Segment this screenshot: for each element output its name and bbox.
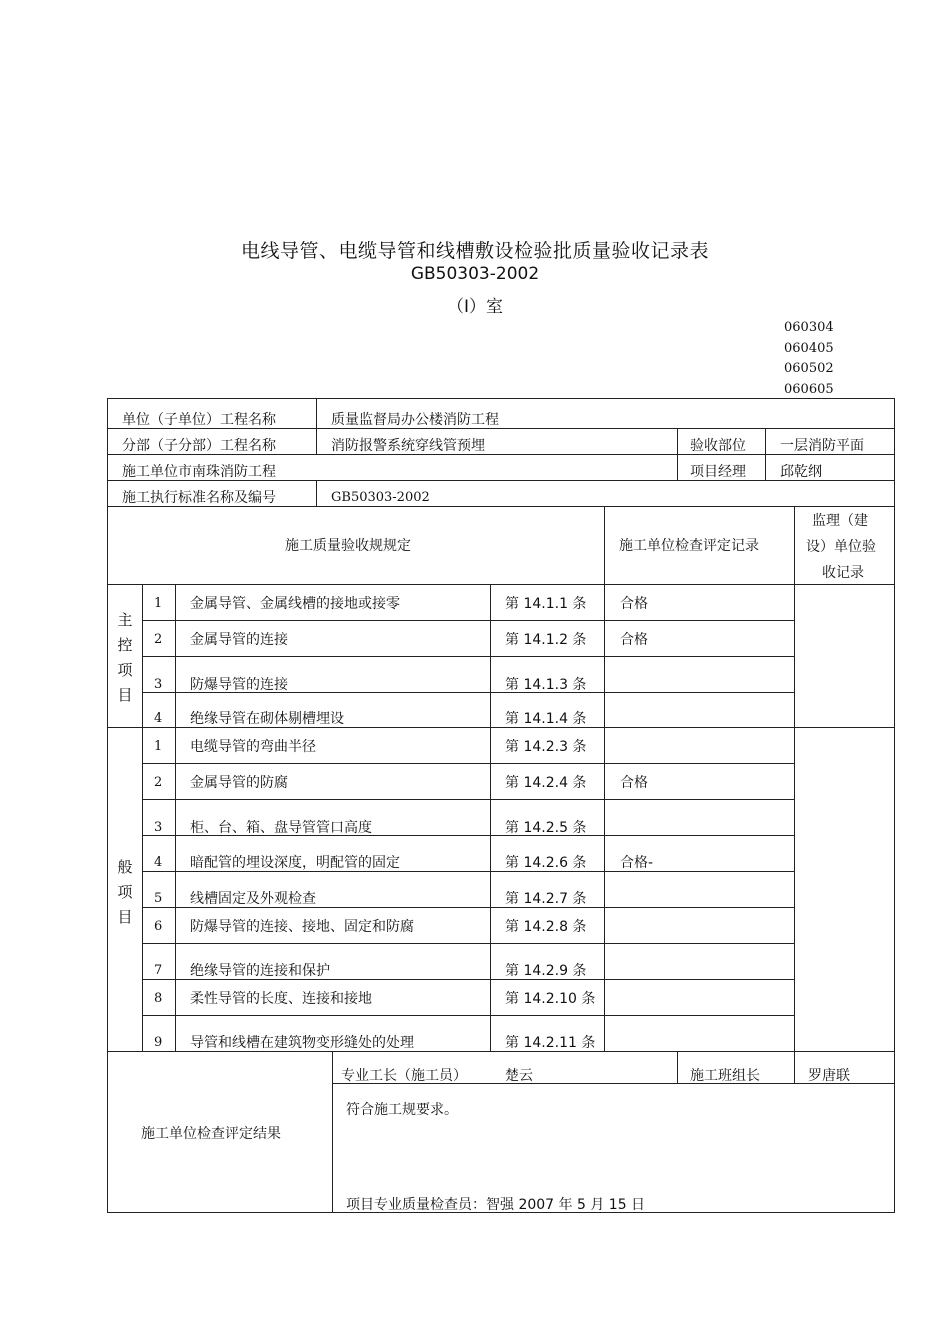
item-name: 金属导管的防腐 bbox=[190, 775, 288, 791]
item-number: 1 bbox=[154, 596, 163, 611]
item-result: 合格 bbox=[620, 596, 648, 612]
item-name: 暗配管的埋设深度，明配管的固定 bbox=[190, 855, 400, 871]
accept-part-value: 一层消防平面 bbox=[780, 438, 864, 454]
item-number: 6 bbox=[154, 919, 163, 934]
batch-code: 060605 bbox=[784, 381, 834, 397]
item-number: 1 bbox=[154, 739, 163, 754]
item-clause: 第 14.1.4 条 bbox=[505, 711, 587, 727]
item-clause: 第 14.1.3 条 bbox=[505, 677, 587, 693]
item-name: 金属导管、金属线槽的接地或接零 bbox=[190, 596, 400, 612]
item-result: 合格 bbox=[620, 632, 648, 648]
item-clause: 第 14.2.5 条 bbox=[505, 820, 587, 836]
item-number: 5 bbox=[154, 891, 163, 906]
check-column-header: 施工单位检查评定记录 bbox=[619, 538, 759, 554]
item-name: 绝缘导管在砌体剔槽埋设 bbox=[190, 711, 344, 727]
item-name: 金属导管的连接 bbox=[190, 632, 288, 648]
batch-codes bbox=[784, 318, 834, 400]
std-value: GB50303-2002 bbox=[331, 490, 430, 505]
item-name: 柜、台、箱、盘导管管口高度 bbox=[190, 820, 372, 836]
unit-value: 质量监督局办公楼消防工程 bbox=[331, 412, 499, 428]
item-clause: 第 14.2.11 条 bbox=[505, 1035, 596, 1051]
item-clause: 第 14.2.8 条 bbox=[505, 919, 587, 935]
unit-label: 单位（子单位）工程名称 bbox=[122, 412, 276, 428]
item-number: 7 bbox=[154, 963, 163, 978]
subunit-label: 分部（子分部）工程名称 bbox=[122, 438, 276, 454]
result-section-label: 施工单位检查评定结果 bbox=[141, 1126, 281, 1142]
item-number: 3 bbox=[154, 677, 163, 692]
item-number: 9 bbox=[154, 1035, 163, 1050]
team-leader-value: 罗唐联 bbox=[808, 1068, 850, 1084]
foreman-value: 楚云 bbox=[505, 1068, 533, 1084]
team-leader-label: 施工班组长 bbox=[690, 1068, 760, 1084]
item-number: 8 bbox=[154, 991, 163, 1006]
form-title: 电线导管、电缆导管和线槽敷设检验批质量验收记录表 bbox=[240, 240, 709, 262]
supervision-header-line2: 设）单位验 bbox=[806, 539, 876, 555]
item-name: 柔性导管的长度、连接和接地 bbox=[190, 991, 372, 1007]
item-clause: 第 14.1.1 条 bbox=[505, 596, 587, 612]
item-result: 合格- bbox=[620, 855, 654, 871]
item-clause: 第 14.1.2 条 bbox=[505, 632, 587, 648]
item-clause: 第 14.2.7 条 bbox=[505, 891, 587, 907]
item-number: 4 bbox=[154, 855, 163, 870]
main-group-label: 主 控 项 目 bbox=[117, 611, 133, 704]
batch-code: 060304 bbox=[784, 320, 834, 335]
pm-value: 邱乾纲 bbox=[780, 464, 822, 480]
item-name: 防爆导管的连接 bbox=[190, 677, 288, 693]
supervision-header-line1: 监理（建 bbox=[812, 513, 868, 529]
item-name: 线槽固定及外观检查 bbox=[190, 891, 316, 907]
item-result: 合格 bbox=[620, 775, 648, 791]
item-clause: 第 14.2.6 条 bbox=[505, 855, 587, 871]
batch-code: 060405 bbox=[784, 340, 834, 356]
batch-code: 060502 bbox=[784, 361, 834, 376]
inspector-signature: 项目专业质量检查员：智强 2007 年 5 月 15 日 bbox=[346, 1197, 646, 1213]
general-group-label: 般 项 目 bbox=[117, 858, 133, 926]
item-name: 防爆导管的连接、接地、固定和防腐 bbox=[190, 919, 414, 935]
std-label: 施工执行标准名称及编号 bbox=[122, 490, 276, 506]
accept-part-label: 验收部位 bbox=[690, 438, 746, 454]
item-clause: 第 14.2.10 条 bbox=[505, 991, 596, 1007]
supervision-header-line3: 收记录 bbox=[822, 565, 864, 581]
item-number: 2 bbox=[154, 632, 163, 647]
item-number: 2 bbox=[154, 775, 163, 790]
pm-label: 项目经理 bbox=[690, 464, 746, 480]
spec-column-header: 施工质量验收规规定 bbox=[285, 538, 411, 554]
subunit-value: 消防报警系统穿线管预埋 bbox=[331, 438, 485, 454]
foreman-label: 专业工长（施工员） bbox=[341, 1068, 467, 1084]
item-clause: 第 14.2.4 条 bbox=[505, 775, 587, 791]
standard-code: GB50303-2002 bbox=[410, 264, 540, 284]
item-name: 电缆导管的弯曲半径 bbox=[190, 739, 316, 755]
item-name: 导管和线槽在建筑物变形缝处的处理 bbox=[190, 1035, 414, 1051]
conclusion-text: 符合施工规要求。 bbox=[346, 1102, 458, 1118]
item-clause: 第 14.2.3 条 bbox=[505, 739, 587, 755]
item-number: 4 bbox=[154, 711, 163, 726]
item-number: 3 bbox=[154, 820, 163, 835]
room-label: （I）室 bbox=[446, 297, 503, 317]
item-name: 绝缘导管的连接和保护 bbox=[190, 963, 330, 979]
item-clause: 第 14.2.9 条 bbox=[505, 963, 587, 979]
contractor-name: 施工单位市南珠消防工程 bbox=[122, 464, 276, 480]
